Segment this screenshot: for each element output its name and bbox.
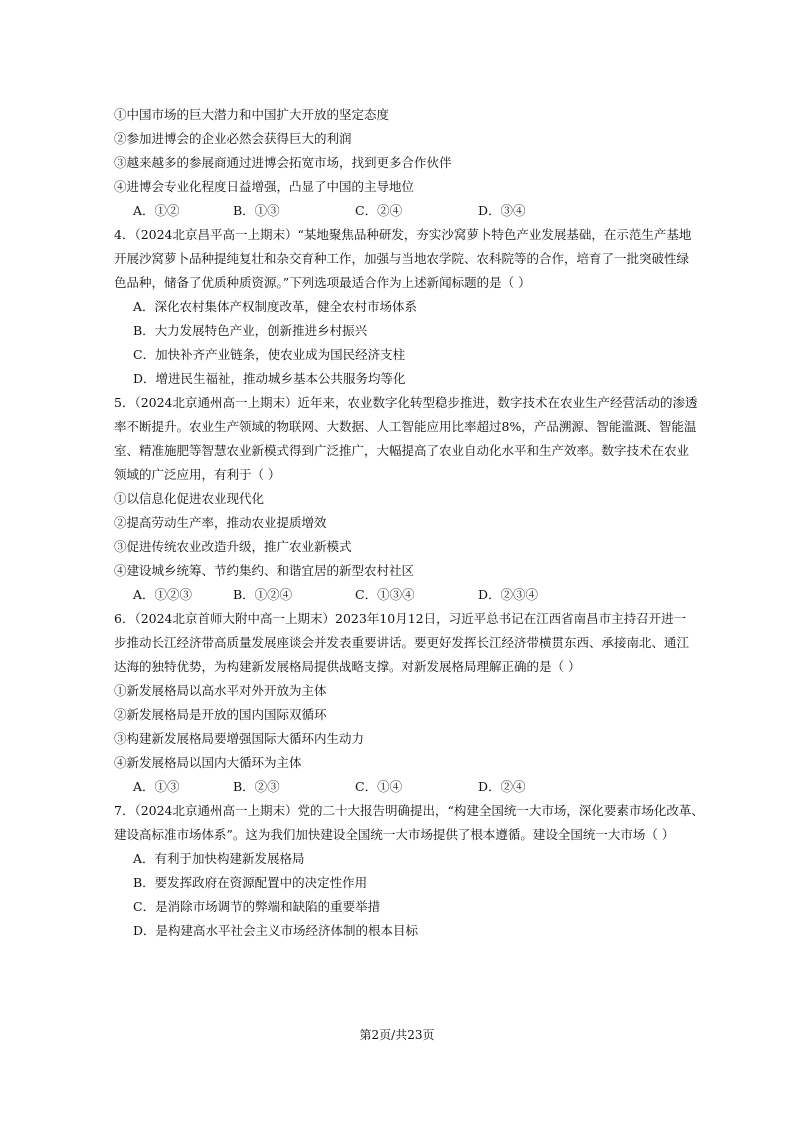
q6-stem-line-2: 步推动长江经济带高质量发展座谈会并发表重要讲话。要更好发挥长江经济带横贯东西、承接南北、通江 (114, 635, 690, 650)
q4-option-b: B．大力发展特色产业，创新推进乡村振兴 (133, 323, 368, 338)
page-footer: 第2页/共23页 (359, 1028, 435, 1042)
q5-item-1: ①以信息化促进农业现代化 (114, 491, 265, 506)
q5-stem-line-3: 室、精准施肥等智慧农业新模式得到广泛推广，大幅提高了农业自动化水平和生产效率。数字技术在农业 (114, 443, 690, 458)
q6-item-1: ①新发展格局以高水平对外开放为主体 (114, 683, 327, 698)
q7-option-a: A．有利于加快构建新发展格局 (133, 851, 305, 866)
q7-option-c: C．是消除市场调节的弊端和缺陷的重要举措 (133, 899, 381, 914)
q3-item-1: ①中国市场的巨大潜力和中国扩大开放的坚定态度 (114, 107, 390, 122)
q6-item-2: ②新发展格局是开放的国内国际双循环 (114, 707, 327, 722)
q6-stem-line-3: 达海的独特优势，为构建新发展格局提供战略支撑。对新发展格局理解正确的是（ ） (114, 659, 581, 674)
q3-item-3: ③越来越多的参展商通过进博会拓宽市场，找到更多合作伙伴 (114, 155, 452, 170)
q5-item-4: ④建设城乡统筹、节约集约、和谐宜居的新型农村社区 (114, 563, 415, 578)
q7-stem-line-1: 7．（2024北京通州高一上期末）党的二十大报告明确提出，“构建全国统一大市场，深化要素市场化改革、 (114, 803, 704, 818)
q5-item-3: ③促进传统农业改造升级，推广农业新模式 (114, 539, 352, 554)
q3-option-a: A．①② (133, 203, 180, 218)
q3-item-2: ②参加进博会的企业必然会获得巨大的利润 (114, 131, 352, 146)
q7-stem-line-2: 建设高标准市场体系”。这为我们加快建设全国统一大市场提供了根本遵循。建设全国统一大市场（ ） (114, 827, 675, 842)
q3-option-c: C．②④ (355, 203, 403, 218)
q3-option-b: B．①③ (233, 203, 280, 218)
q4-option-d: D．增进民生福祉，推动城乡基本公共服务均等化 (133, 371, 406, 386)
q6-option-b: B．②③ (233, 779, 280, 794)
q4-option-a: A．深化农村集体产权制度改革，健全农村市场体系 (133, 299, 418, 314)
q4-stem-line-1: 4．（2024北京昌平高一上期末）“某地聚焦品种研发，夯实沙窝萝卜特色产业发展基础，在示范生产基地 (114, 227, 692, 242)
q6-option-c: C．①④ (355, 779, 403, 794)
q5-item-2: ②提高劳动生产率，推动农业提质增效 (114, 515, 327, 530)
q7-option-b: B．要发挥政府在资源配置中的决定性作用 (133, 875, 368, 890)
q5-option-b: B．①②④ (233, 587, 293, 602)
q6-option-a: A．①③ (133, 779, 180, 794)
q6-item-3: ③构建新发展格局要增强国际大循环内生动力 (114, 731, 365, 746)
q5-option-c: C．①③④ (355, 587, 415, 602)
q7-option-d: D．是构建高水平社会主义市场经济体制的根本目标 (133, 923, 419, 938)
q5-stem-line-1: 5．（2024北京通州高一上期末）近年来，农业数字化转型稳步推进，数字技术在农业生产经营活动的渗透 (114, 395, 698, 410)
q5-stem-line-4: 领域的广泛应用，有利于（ ） (114, 467, 281, 482)
q5-option-d: D．②③④ (478, 587, 539, 602)
q5-stem-line-2: 率不断提升。农业生产领域的物联网、大数据、人工智能应用比率超过8%，产品溯源、智能滥溉、智能温 (114, 419, 697, 434)
q4-stem-line-3: 色品种，储备了优质种质资源。”下列选项最适合作为上述新闻标题的是（ ） (114, 275, 531, 290)
q6-stem-line-1: 6．（2024北京首师大附中高一上期末）2023年10月12日，习近平总书记在江西省南昌市主持召开进一 (114, 611, 687, 626)
q5-option-a: A．①②③ (133, 587, 193, 602)
q6-item-4: ④新发展格局以国内大循环为主体 (114, 755, 302, 770)
q3-option-d: D．③④ (478, 203, 526, 218)
q6-option-d: D．②④ (478, 779, 526, 794)
q4-option-c: C．加快补齐产业链条，使农业成为国民经济支柱 (133, 347, 406, 362)
q4-stem-line-2: 开展沙窝萝卜品种提纯复壮和杂交育种工作，加强与当地农学院、农科院等的合作，培育了一批突破性绿 (114, 251, 690, 266)
q3-item-4: ④进博会专业化程度日益增强，凸显了中国的主导地位 (114, 179, 415, 194)
